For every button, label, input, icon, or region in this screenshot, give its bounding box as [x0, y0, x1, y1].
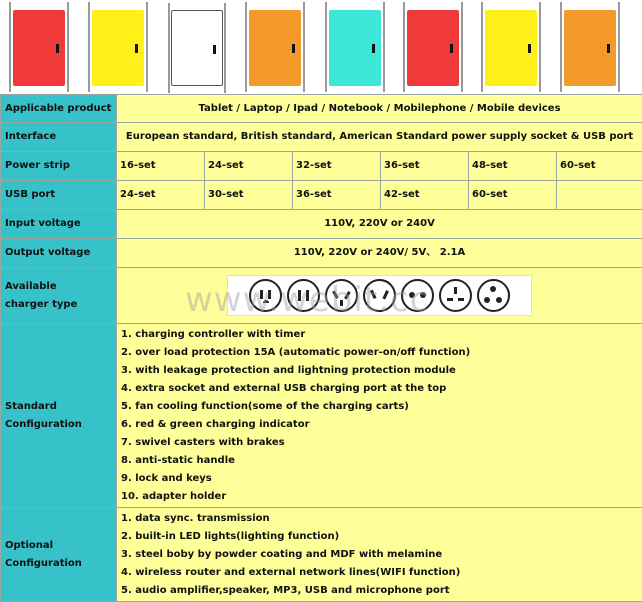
product-photo-strip	[0, 0, 642, 94]
row-value: 110V, 220V or 240V/ 5V、 2.1A	[117, 239, 642, 268]
row-label-line: charger type	[5, 299, 116, 311]
yellow-cart	[485, 10, 537, 86]
us-plug-socket-icon	[249, 279, 282, 312]
au-plug-socket-icon	[363, 279, 396, 312]
row-label	[1, 324, 117, 508]
standard-config-list	[117, 324, 642, 507]
list-item: 7. swivel casters with brakes	[121, 435, 642, 453]
cyan-cart	[329, 10, 381, 86]
list-item: 9. lock and keys	[121, 471, 642, 489]
in-plug-socket-icon	[477, 279, 510, 312]
table-row	[1, 508, 642, 602]
table-cell: 48-set	[469, 152, 557, 181]
table-cell: 42-set	[381, 181, 469, 210]
table-row	[1, 152, 642, 181]
table-cell: 30-set	[205, 181, 293, 210]
row-label: Input voltage	[1, 210, 117, 239]
row-label: Output voltage	[1, 239, 117, 268]
row-label	[1, 268, 117, 324]
list-item: 1. charging controller with timer	[121, 327, 642, 345]
table-row	[1, 95, 642, 123]
table-cell: 24-set	[205, 152, 293, 181]
table-cell: 24-set	[117, 181, 205, 210]
list-item: 4. extra socket and external USB charging port at the top	[121, 381, 642, 399]
row-label: Interface	[1, 123, 117, 152]
row-label-line: Standard	[5, 401, 116, 413]
orange-cart	[564, 10, 616, 86]
row-value: 110V, 220V or 240V	[117, 210, 642, 239]
optional-config-cell	[117, 508, 642, 602]
uk-plug-socket-icon	[439, 279, 472, 312]
red-cart	[407, 10, 459, 86]
row-label-line: Optional	[5, 540, 116, 552]
table-cell: 36-set	[381, 152, 469, 181]
row-label-line: Configuration	[5, 558, 116, 570]
row-label: Applicable product	[1, 95, 117, 123]
row-label: Power strip	[1, 152, 117, 181]
table-row	[1, 268, 642, 324]
list-item: 8. anti-static handle	[121, 453, 642, 471]
table-cell: 32-set	[293, 152, 381, 181]
table-row	[1, 210, 642, 239]
table-cell: 60-set	[469, 181, 557, 210]
spec-table	[0, 94, 642, 602]
list-item: 6. red & green charging indicator	[121, 417, 642, 435]
plug-type-images	[227, 275, 532, 316]
table-row	[1, 181, 642, 210]
table-row	[1, 324, 642, 508]
row-label-line: Configuration	[5, 419, 116, 431]
orange-cart	[249, 10, 301, 86]
yellow-cart	[92, 10, 144, 86]
red-cart	[13, 10, 65, 86]
row-label: USB port	[1, 181, 117, 210]
eu-plug-socket-icon	[401, 279, 434, 312]
table-cell: 16-set	[117, 152, 205, 181]
watermark: www.webit.cc	[185, 280, 429, 320]
list-item: 5. fan cooling function(some of the charging carts)	[121, 399, 642, 417]
row-value: European standard, British standard, American Standard power supply socket & USB port	[117, 123, 642, 152]
charger-type-cell	[117, 268, 642, 324]
table-cell: 36-set	[293, 181, 381, 210]
list-item: 5. audio amplifier,speaker, MP3, USB and microphone port	[121, 583, 642, 601]
row-label	[1, 508, 117, 602]
white-cart	[171, 10, 223, 86]
list-item: 2. over load protection 15A (automatic power-on/off function)	[121, 345, 642, 363]
list-item: 2. built-in LED lights(lighting function)	[121, 529, 642, 547]
us-plug-socket-icon	[287, 279, 320, 312]
table-cell: 60-set	[557, 152, 642, 181]
row-label-line: Available	[5, 281, 116, 293]
standard-config-cell	[117, 324, 642, 508]
row-value: Tablet / Laptop / Ipad / Notebook / Mobilephone / Mobile devices	[117, 95, 642, 123]
au-plug-socket-icon	[325, 279, 358, 312]
list-item: 3. steel boby by powder coating and MDF with melamine	[121, 547, 642, 565]
table-cell	[557, 181, 642, 210]
list-item: 10. adapter holder	[121, 489, 642, 507]
table-row	[1, 123, 642, 152]
optional-config-list	[117, 508, 642, 601]
table-row	[1, 239, 642, 268]
list-item: 4. wireless router and external network lines(WIFI function)	[121, 565, 642, 583]
list-item: 1. data sync. transmission	[121, 511, 642, 529]
list-item: 3. with leakage protection and lightning protection module	[121, 363, 642, 381]
